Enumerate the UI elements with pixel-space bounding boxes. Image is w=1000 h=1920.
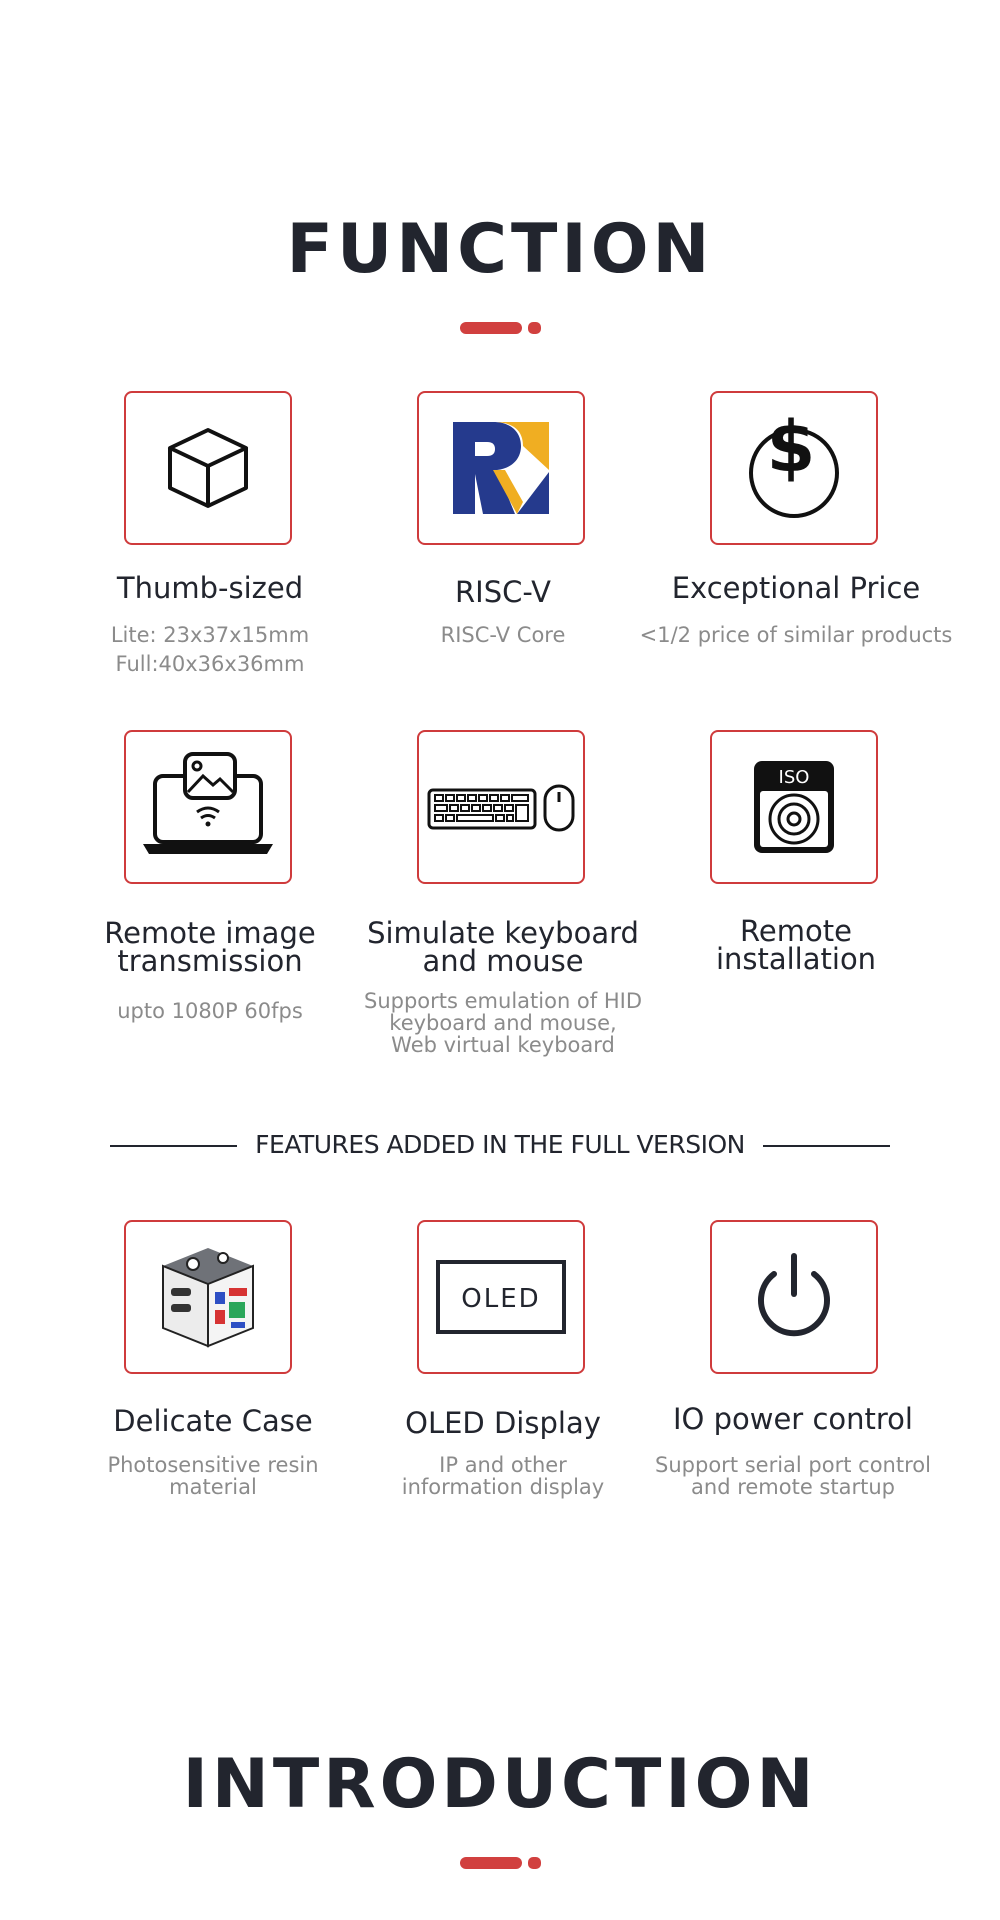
feature-icon-box [710,1220,878,1374]
iso-disc-icon [752,759,836,855]
feature-desc-line: Photosensitive resin [107,1453,319,1477]
feature-delicate-case [43,1220,383,1520]
oled-screen-icon [436,1260,566,1334]
oled-label: OLED [461,1284,541,1314]
feature-title: Thumb-sized [116,571,304,605]
feature-desc-line: and remote startup [691,1475,895,1499]
feature-desc-line: Full:40x36x36mm [115,652,305,676]
feature-title-line: transmission [117,944,303,978]
device-case-icon [153,1242,263,1352]
feature-exceptional-price [626,391,966,691]
feature-risc-v [333,391,673,691]
function-title: FUNCTION [286,210,714,289]
introduction-title: INTRODUCTION [182,1745,818,1824]
feature-icon-box [124,1220,292,1374]
feature-desc-line: Supports emulation of HID [364,989,642,1013]
feature-thumb-sized [40,391,380,691]
introduction-title-underline [460,1857,544,1869]
feature-icon-box [417,730,585,884]
feature-desc-line: Lite: 23x37x15mm [110,623,310,647]
feature-title: OLED Display [405,1406,601,1440]
feature-title-line: and mouse [422,944,584,978]
feature-desc-line: keyboard and mouse, [389,1011,617,1035]
underline-bar [460,1857,522,1869]
dollar-coin-icon [744,413,844,523]
svg-text:$: $ [766,413,816,488]
feature-title: IO power control [673,1402,913,1436]
feature-remote-installation [626,730,966,1060]
feature-title-line: Remote image [104,916,316,950]
feature-simulate-keyboard-mouse [333,730,673,1060]
keyboard-mouse-icon [427,772,575,842]
divider-line-right [763,1145,890,1147]
feature-desc-line: <1/2 price of similar products [639,623,953,647]
feature-icon-box [417,391,585,545]
function-title-underline [460,322,544,334]
feature-icon-box [710,391,878,545]
underline-bar [460,322,522,334]
feature-icon-box [710,730,878,884]
svg-text:ISO: ISO [778,767,810,788]
underline-dot [528,1857,541,1869]
underline-dot [528,322,541,334]
cube-icon [158,418,258,518]
feature-desc-line: RISC-V Core [440,623,566,647]
feature-desc-line: material [169,1475,257,1499]
feature-desc-line: upto 1080P 60fps [117,999,303,1023]
full-version-divider [110,1126,890,1166]
feature-title-line: installation [715,942,877,976]
feature-remote-image [40,730,380,1060]
feature-desc-line: Support serial port control [655,1453,931,1477]
power-icon [752,1252,836,1342]
feature-title-line: Simulate keyboard [367,916,639,950]
divider-line-left [110,1145,237,1147]
feature-oled-display [333,1220,673,1520]
feature-icon-box [124,391,292,545]
feature-desc-line: IP and other [439,1453,567,1477]
feature-title: Exceptional Price [671,571,921,605]
feature-title: RISC-V [455,575,551,609]
laptop-wifi-image-icon [141,752,275,862]
feature-icon-box [417,1220,585,1374]
feature-title: Delicate Case [113,1404,313,1438]
feature-io-power-control [623,1220,963,1520]
feature-title-line: Remote [740,914,852,948]
risc-v-logo-icon [453,422,549,514]
full-version-heading: FEATURES ADDED IN THE FULL VERSION [255,1130,745,1159]
feature-desc-line: information display [401,1475,605,1499]
feature-desc-line: Web virtual keyboard [391,1033,615,1057]
feature-icon-box [124,730,292,884]
